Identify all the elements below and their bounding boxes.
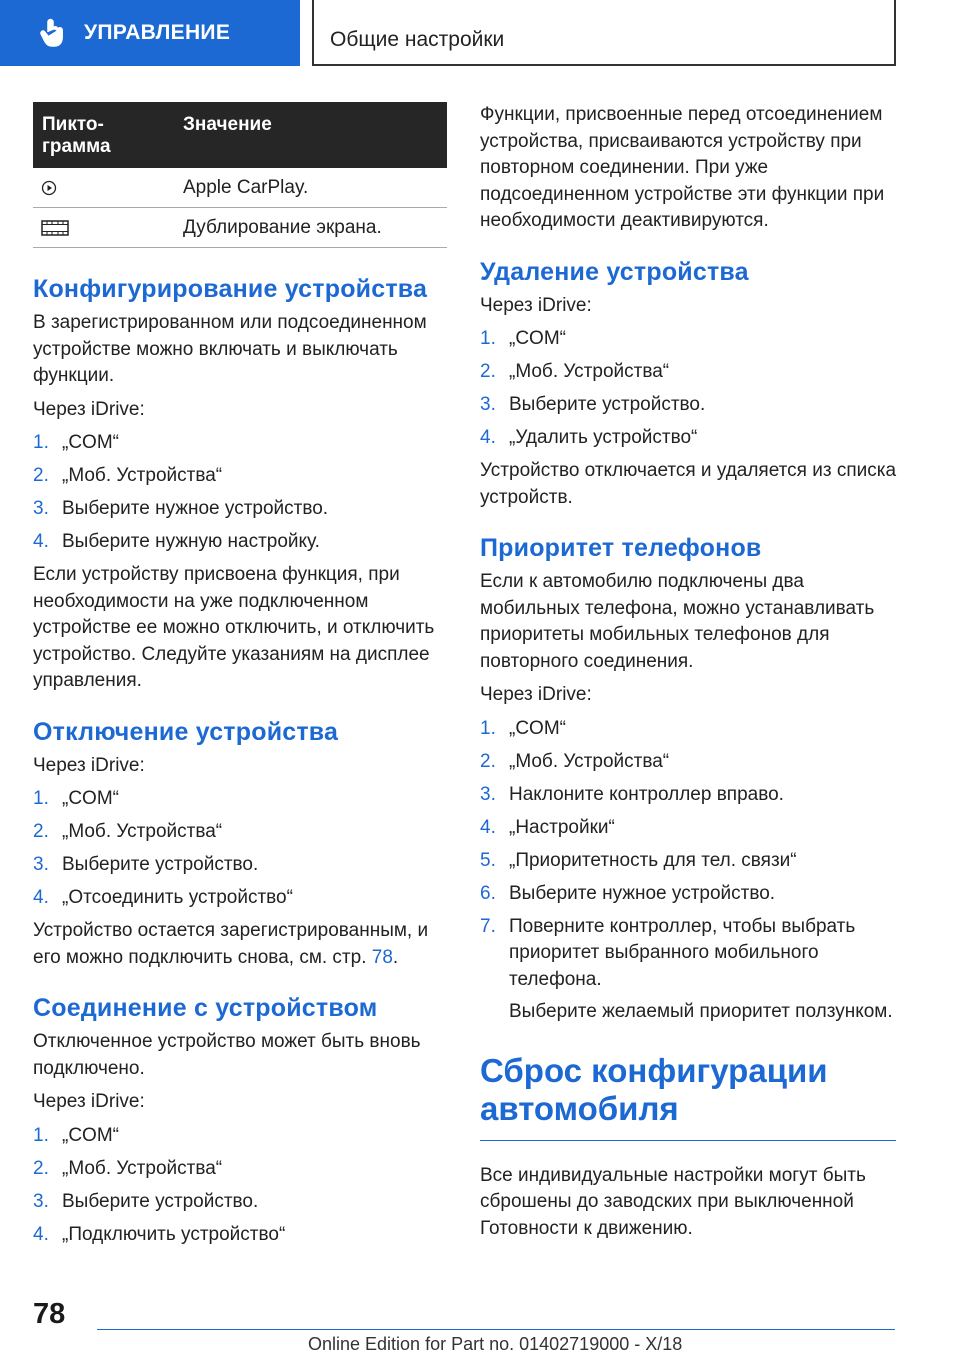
list-item: 3. Выберите устройство. bbox=[33, 1190, 259, 1212]
disconnect-note: Устройство остается зарегистрированным, и его можно подключить снова, см. стр. 78. bbox=[33, 920, 429, 968]
config-via: Через iDrive: bbox=[33, 398, 145, 420]
list-item: 3. Наклоните контроллер вправо. bbox=[480, 783, 784, 805]
reset-text: Все индивидуальные настройки могут быть сброшены до заводских при выключенной Готовности к движению. bbox=[480, 1164, 866, 1239]
heading-rule bbox=[480, 1140, 896, 1141]
list-item: 1. „COM“ bbox=[480, 328, 566, 349]
list-item: 4. Выберите нужную настройку. bbox=[33, 531, 320, 552]
heading-config: Конфигурирование устройства bbox=[33, 275, 428, 303]
list-item: 3. Выберите устройство. bbox=[480, 394, 706, 415]
list-item: 1. „COM“ bbox=[33, 788, 119, 809]
remove-via: Через iDrive: bbox=[480, 294, 592, 316]
table-row bbox=[33, 208, 447, 248]
left-column bbox=[33, 102, 447, 1255]
heading-connect: Соединение с устройством bbox=[33, 994, 378, 1022]
table-header bbox=[33, 102, 447, 168]
table-cell-meaning: Apple CarPlay. bbox=[183, 176, 309, 198]
list-item: 5. „Приоритетность для тел. связи“ bbox=[480, 849, 797, 871]
priority-via: Через iDrive: bbox=[480, 684, 592, 705]
list-item: 4. „Удалить устройство“ bbox=[480, 427, 698, 448]
screen-mirroring-icon bbox=[41, 220, 69, 236]
list-item: 2. „Моб. Устройства“ bbox=[480, 361, 670, 382]
disconnect-steps bbox=[33, 786, 447, 912]
section-tab-label: УПРАВЛЕНИЕ bbox=[84, 21, 231, 44]
connect-steps bbox=[33, 1123, 447, 1249]
page-link[interactable]: 78 bbox=[371, 946, 393, 968]
config-note: Если устройству присвоена функция, при необходимости на уже подключенном устройстве ее можно отключить, и отключить устройство. Следуйте указаниям на дисплее управления. bbox=[33, 564, 435, 691]
list-item: 2. „Моб. Устройства“ bbox=[33, 821, 223, 842]
table-row bbox=[33, 168, 447, 208]
disconnect-via: Через iDrive: bbox=[33, 754, 145, 776]
list-item: 3. Выберите нужное устройство. bbox=[33, 498, 329, 519]
heading-priority: Приоритет телефонов bbox=[480, 534, 762, 562]
remove-note: Устройство отключается и удаляется из списка устройств. bbox=[480, 460, 897, 508]
list-item: 1. „COM“ bbox=[33, 1124, 119, 1146]
list-item: 1. „COM“ bbox=[480, 717, 566, 739]
list-item: 7. Поверните контроллер, чтобы выбрать приоритет выбранного мобильного телефона. Выберите желаемый приоритет ползунком. bbox=[480, 914, 896, 1026]
hand-pointer-icon bbox=[40, 18, 66, 48]
list-item: 6. Выберите нужное устройство. bbox=[480, 882, 776, 904]
carplay-icon bbox=[41, 180, 57, 196]
connect-intro: Отключенное устройство может быть вновь подключено. bbox=[33, 1031, 421, 1079]
heading-disconnect: Отключение устройства bbox=[33, 717, 339, 746]
list-item: 2. „Моб. Устройства“ bbox=[480, 750, 670, 772]
connect-via: Через iDrive: bbox=[33, 1091, 145, 1112]
remove-steps bbox=[480, 326, 896, 452]
right-column bbox=[480, 102, 896, 1249]
list-item: 4. „Подключить устройство“ bbox=[33, 1223, 286, 1245]
footer-rule bbox=[97, 1329, 895, 1330]
right-intro: Функции, присвоенные перед отсоединением устройства, присваиваются устройству при повторном соединении. При уже подсоединенном устройстве эти функции при необходимости деактивируются. bbox=[480, 104, 885, 231]
step7-extra: Выберите желаемый приоритет ползунком. bbox=[509, 1001, 893, 1022]
heading-remove: Удаление устройства bbox=[480, 257, 749, 286]
chapter-title: Общие настройки bbox=[330, 28, 505, 51]
list-item: 2. „Моб. Устройства“ bbox=[33, 1157, 223, 1179]
table-header-meaning: Значение bbox=[183, 114, 272, 135]
list-item: 1. „COM“ bbox=[33, 432, 119, 453]
config-intro: В зарегистрированном или подсоединенном устройстве можно включать и выключать функции. bbox=[33, 312, 427, 386]
priority-steps bbox=[480, 716, 896, 1026]
priority-intro: Если к автомобилю подключены два мобильных телефона, можно устанавливать приоритеты мобильных телефонов для повторного соединения. bbox=[480, 571, 875, 672]
list-item: 4. „Отсоединить устройство“ bbox=[33, 887, 293, 908]
list-item: 2. „Моб. Устройства“ bbox=[33, 465, 223, 486]
list-item: 3. Выберите устройство. bbox=[33, 854, 259, 875]
heading-reset: Сброс конфигурации автомобиля bbox=[480, 1051, 828, 1127]
page-number: 78 bbox=[33, 1298, 66, 1330]
chapter-header bbox=[312, 0, 896, 66]
footer-edition: Online Edition for Part no. 01402719000 - X/18 bbox=[308, 1334, 683, 1354]
table-cell-meaning: Дублирование экрана. bbox=[183, 216, 382, 238]
config-steps bbox=[33, 430, 447, 556]
table-header-pictogram: Пикто- грамма bbox=[42, 114, 111, 157]
section-tab[interactable] bbox=[0, 0, 300, 66]
pictogram-table bbox=[33, 102, 447, 248]
list-item: 4. „Настройки“ bbox=[480, 816, 615, 838]
